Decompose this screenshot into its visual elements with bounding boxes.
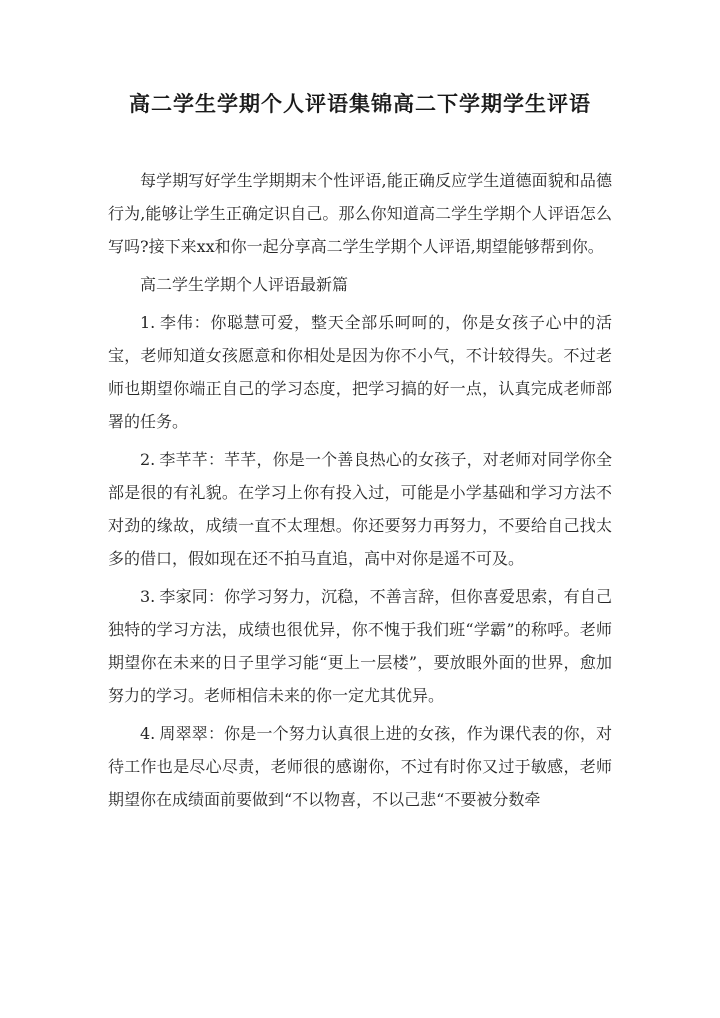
entry-text: 李家同：你学习努力，沉稳，不善言辞，但你喜爱思索，有自己独特的学习方法，成绩也很优异，你不愧于我们班“学霸”的称呼。老师期望你在未来的日子里学习能“更上一层楼”，要放眼外面的世界，愈加努力的学习。老师相信未来的你一定尤其优异。 <box>108 587 612 705</box>
entry-text: 李伟：你聪慧可爱，整天全部乐呵呵的，你是女孩子心中的活宝，老师知道女孩愿意和你相处是因为你不小气，不计较得失。不过老师也期望你端正自己的学习态度，把学习搞的好一点，认真完成老师部署的任务。 <box>108 313 612 431</box>
entry-number: 3. <box>140 587 156 606</box>
entry-number: 4. <box>140 724 156 743</box>
entry-paragraph <box>108 580 612 712</box>
entry-number: 2. <box>140 450 156 469</box>
entry-text: 周翠翠：你是一个努力认真很上进的女孩，作为课代表的你，对待工作也是尽心尽责，老师很的感谢你，不过有时你又过于敏感，老师期望你在成绩面前要做到“不以物喜，不以己悲“不要被分数牵 <box>108 724 612 809</box>
entry-number: 1. <box>140 313 156 332</box>
document-body <box>108 164 612 821</box>
intro-paragraph: 每学期写好学生学期期末个性评语,能正确反应学生道德面貌和品德行为,能够让学生正确定识自己。那么你知道高二学生学期个人评语怎么写吗?接下来xx和你一起分享高二学生学期个人评语,期望能够帮到你。 <box>108 171 612 256</box>
document-title: 高二学生学期个人评语集锦高二下学期学生评语 <box>129 91 591 116</box>
entry-paragraph <box>108 306 612 438</box>
entry-paragraph <box>108 443 612 575</box>
section-heading: 高二学生学期个人评语最新篇 <box>140 275 349 294</box>
entry-text: 李芊芊：芊芊，你是一个善良热心的女孩子，对老师对同学你全部是很的有礼貌。在学习上你有投入过，可能是小学基础和学习方法不对劲的缘故，成绩一直不太理想。你还要努力再努力，不要给自己找太多的借口，假如现在还不拍马直追，高中对你是遥不可及。 <box>108 450 612 568</box>
entry-paragraph <box>108 717 612 816</box>
